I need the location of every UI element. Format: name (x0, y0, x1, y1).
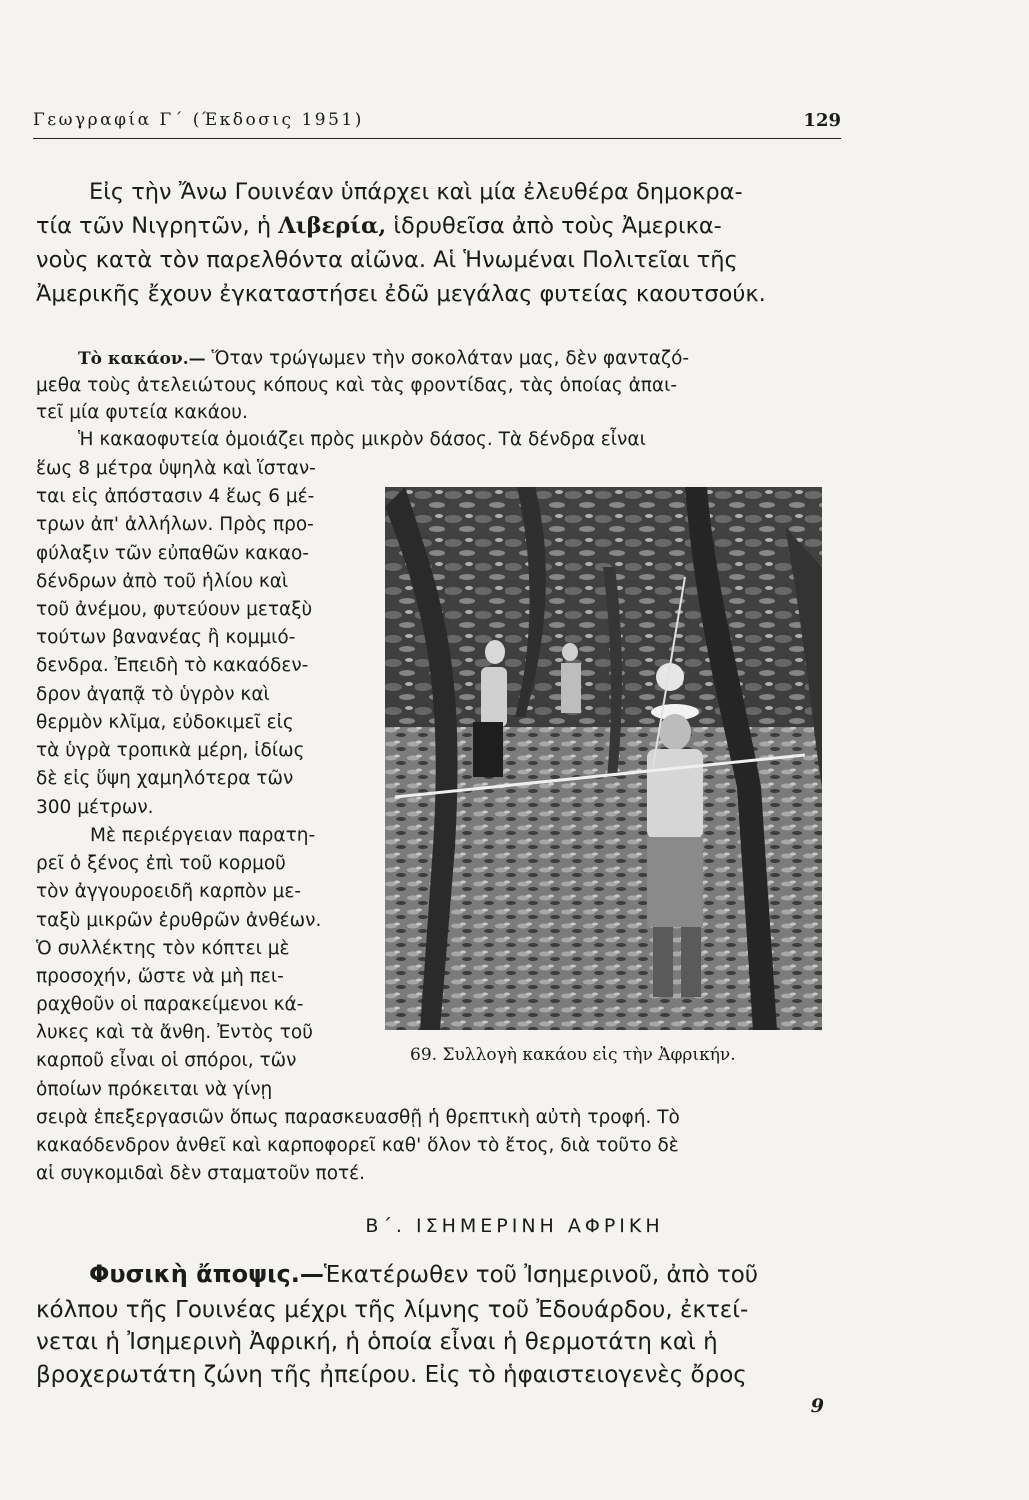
text-line: βροχερωτάτη ζώνη τῆς ἠπείρου. Εἰς τὸ ἡφαιστειογενὲς ὄρος (36, 1362, 747, 1388)
text-line: προσοχήν, ὥστε νὰ μὴ πει- (36, 966, 284, 987)
runin-heading-cocoa: Τὸ κακάον.— (78, 349, 206, 369)
text-line-start: τία τῶν Νιγρητῶν, ἡ (36, 213, 279, 239)
text-line: Μὲ περιέργειαν παρατη- (90, 825, 316, 846)
text-line: τὸν ἀγγουροειδῆ καρπὸν με- (36, 881, 301, 902)
text-line-rest: ἱδρυθεῖσα ἀπὸ τοὺς Ἀμερικα- (386, 213, 722, 239)
text-line: δένδρων ἀπὸ τοῦ ἡλίου καὶ (36, 571, 289, 592)
header-title: Γεωγραφία Γ΄ (Έκδοσις 1951) (33, 110, 364, 130)
text-line: τρων ἀπ' ἀλλήλων. Πρὸς προ- (36, 514, 314, 535)
text-line: δρον ἀγαπᾷ τὸ ὑγρὸν καὶ (36, 684, 270, 705)
text-line: τεῖ μία φυτεία κακάου. (36, 402, 248, 423)
text-line-rest: Ἑκατέρωθεν τοῦ Ἰσημερινοῦ, ἀπὸ τοῦ (323, 1262, 759, 1288)
figure-caption: 69. Συλλογὴ κακάου εἰς τὴν Ἀφρικήν. (410, 1045, 736, 1065)
text-line: καρποῦ εἶναι οἱ σπόροι, τῶν (36, 1050, 297, 1071)
runin-heading-physical-view: Φυσικὴ ἄποψις.— (89, 1260, 324, 1288)
cocoa-harvest-photo (385, 487, 822, 1030)
text-line: Εἰς τὴν Ἄνω Γουινέαν ὑπάρχει καὶ μία ἐλευθέρα δημοκρα- (89, 179, 743, 205)
text-line: κόλπου τῆς Γουινέας μέχρι τῆς λίμνης τοῦ Ἐδουάρδου, ἐκτεί- (36, 1297, 749, 1323)
page-number: 129 (803, 110, 841, 131)
text-line: τούτων βανανέας ἢ κομμιό- (36, 627, 296, 648)
text-line: ραχθοῦν οἱ παρακείμενοι κά- (36, 994, 304, 1015)
section-heading: Β΄. ΙΣΗΜΕΡΙΝΗ ΑΦΡΙΚΗ (365, 1215, 664, 1237)
text-line: Ἡ κακαοφυτεία ὁμοιάζει πρὸς μικρὸν δάσος. Τὰ δένδρα εἶναι (78, 429, 646, 450)
running-header (33, 108, 841, 139)
text-line: Ὁ συλλέκτης τὸν κόπτει μὲ (36, 938, 290, 959)
text-line: σειρὰ ἐπεξεργασιῶν ὅπως παρασκευασθῇ ἡ θρεπτικὴ αὐτὴ τροφή. Τὸ (36, 1107, 680, 1128)
text-line: κακαόδενδρον ἀνθεῖ καὶ καρποφορεῖ καθ' ὅλον τὸ ἔτος, διὰ τοῦτο δὲ (36, 1135, 679, 1156)
text-line: θερμὸν κλῖμα, εὐδοκιμεῖ εἰς (36, 712, 294, 733)
photo-illustration (385, 487, 822, 1030)
text-line: 300 μέτρων. (36, 797, 154, 818)
text-line: φύλαξιν τῶν εὐπαθῶν κακαο- (36, 543, 309, 564)
text-line (78, 345, 689, 373)
signature-mark: 9 (810, 1395, 824, 1417)
text-line: τοῦ ἀνέμου, φυτεύουν μεταξὺ (36, 599, 313, 620)
text-line: μεθα τοὺς ἀτελειώτους κόπους καὶ τὰς φροντίδας, τὰς ὁποίας ἀπαι- (36, 375, 678, 396)
text-line: ταξὺ μικρῶν ἐρυθρῶν ἀνθέων. (36, 910, 322, 931)
text-line: αἱ συγκομιδαὶ δὲν σταματοῦν ποτέ. (36, 1163, 366, 1184)
text-line: ὁποίων πρόκειται νὰ γίνῃ (36, 1079, 273, 1100)
text-line: τὰ ὑγρὰ τροπικὰ μέρη, ἰδίως (36, 740, 305, 761)
text-line: ρεῖ ὁ ξένος ἐπὶ τοῦ κορμοῦ (36, 853, 286, 874)
text-line: ται εἰς ἀπόστασιν 4 ἕως 6 μέ- (36, 486, 315, 507)
text-line (36, 209, 722, 243)
text-line: νεται ἡ Ἰσημερινὴ Ἀφρική, ἡ ὁποία εἶναι ἡ θερμοτάτη καὶ ἡ (36, 1329, 718, 1355)
text-line: δὲ εἰς ὕψη χαμηλότερα τῶν (36, 768, 294, 789)
text-line: λυκες καὶ τὰ ἄνθη. Ἐντὸς τοῦ (36, 1022, 313, 1043)
text-line: δενδρα. Ἐπειδὴ τὸ κακαόδεν- (36, 655, 309, 676)
text-line: ἕως 8 μέτρα ὑψηλὰ καὶ ἵσταν- (36, 458, 316, 479)
bold-term-liberia: Λιβερία, (278, 213, 387, 239)
text-line (89, 1257, 758, 1292)
text-line-rest: Ὅταν τρώγωμεν τὴν σοκολάταν μας, δὲν φανταζό- (205, 348, 690, 369)
text-line: Ἀμερικῆς ἔχουν ἐγκαταστήσει ἐδῶ μεγάλας φυτείας καουτσούκ. (36, 281, 766, 307)
text-line: νοὺς κατὰ τὸν παρελθόντα αἰῶνα. Αἱ Ἡνωμέναι Πολιτεῖαι τῆς (36, 247, 738, 273)
